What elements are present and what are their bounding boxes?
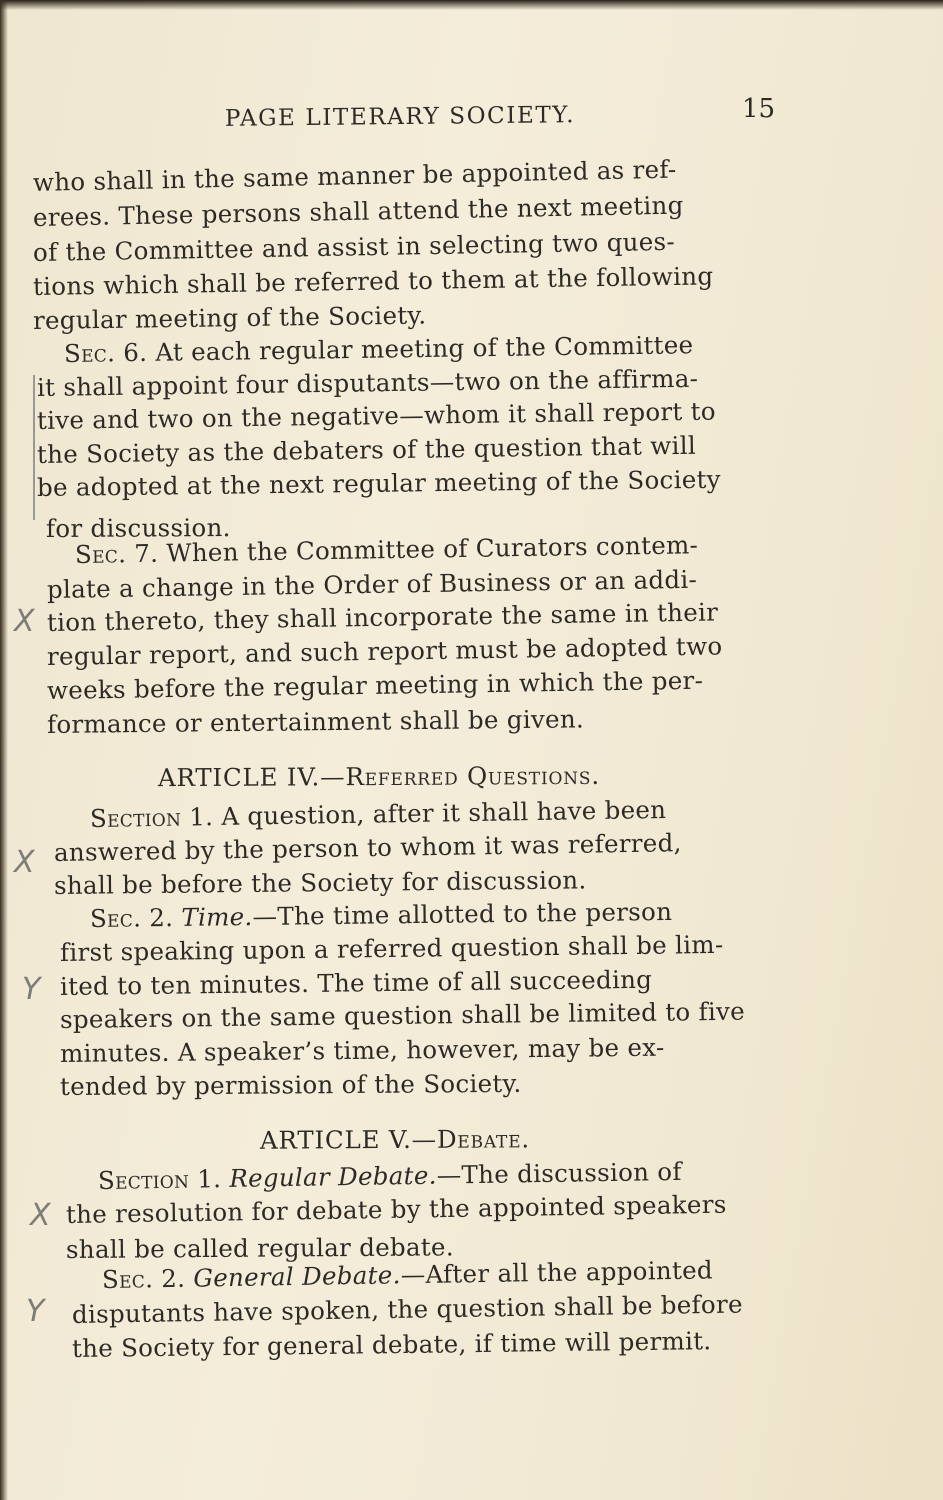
text-line: plate a change in the Order of Business or an addi-	[46, 564, 698, 604]
text-line: who shall in the same manner be appointed as ref-	[32, 154, 677, 197]
article-subtitle: Referred Questions.	[345, 760, 600, 792]
section-label: Sec. 7.	[74, 538, 159, 569]
text-line: tions which shall be referred to them at the following	[32, 261, 714, 301]
section-text: At each regular meeting of the Committee	[147, 330, 694, 367]
section-italic-title: General Debate.	[193, 1260, 401, 1293]
section-label: Sec. 6.	[63, 337, 148, 368]
pencil-y-mark: Y	[26, 1294, 45, 1329]
text-line: of the Committee and assist in selecting two ques-	[32, 226, 676, 267]
text-line: be adopted at the next regular meeting of the Society	[36, 464, 721, 502]
art5-sec1-first-line	[98, 1157, 682, 1195]
text-line: tion thereto, they shall incorporate the same in their	[46, 597, 719, 637]
text-line: regular report, and such report must be adopted two	[46, 631, 723, 671]
text-line: first speaking upon a referred question shall be lim-	[59, 929, 724, 967]
section-text: —The time allotted to the person	[252, 896, 673, 932]
article-subtitle: Debate.	[436, 1124, 531, 1154]
section-italic-title: Regular Debate.	[229, 1160, 437, 1193]
page-number: 15	[742, 94, 776, 124]
section-label: Section 1.	[89, 802, 214, 833]
page-edge-shadow-left	[0, 0, 8, 1500]
text-line: weeks before the regular meeting in which the per-	[46, 665, 704, 705]
text-line: erees. These persons shall attend the next meeting	[32, 190, 684, 232]
section-text: —After all the appointed	[400, 1255, 714, 1290]
pencil-x-mark: X	[14, 845, 35, 880]
text-line: for discussion.	[45, 513, 231, 543]
pencil-x-mark: X	[30, 1198, 51, 1233]
text-line: regular meeting of the Society.	[32, 300, 427, 335]
art4-sec1-first-line	[90, 795, 667, 833]
section-text: When the Committee of Curators contem-	[158, 530, 699, 568]
text-line: the resolution for debate by the appointed speakers	[65, 1189, 727, 1229]
text-line: disputants have spoken, the question shall be before	[71, 1289, 744, 1329]
text-line: minutes. A speaker’s time, however, may be ex-	[59, 1032, 665, 1068]
section-text: A question, after it shall have been	[212, 794, 667, 832]
text-line: ited to ten minutes. The time of all succeeding	[59, 964, 653, 1001]
text-line: the Society as the debaters of the question that will	[36, 430, 697, 469]
running-title: PAGE LITERARY SOCIETY.	[224, 102, 576, 132]
text-line: formance or entertainment shall be given.	[46, 704, 585, 739]
article-title: ARTICLE V.—	[259, 1124, 437, 1155]
text-line: shall be before the Society for discussion.	[53, 865, 587, 900]
text-line: it shall appoint four disputants—two on the affirma-	[36, 363, 699, 402]
section-label: Sec. 2.	[89, 902, 174, 933]
section-italic-title: Time.	[181, 902, 253, 932]
text-line: tive and two on the negative—whom it shall report to	[36, 396, 717, 435]
text-line: shall be called regular debate.	[65, 1232, 454, 1264]
art4-sec2-first-line	[90, 897, 673, 933]
pencil-y-mark: Y	[22, 972, 41, 1007]
pencil-bracket	[33, 375, 35, 520]
section-text: —The discussion of	[436, 1156, 682, 1190]
text-line: the Society for general debate, if time will permit.	[71, 1326, 712, 1363]
text-line: tended by permission of the Society.	[59, 1068, 522, 1101]
pencil-x-mark: X	[14, 604, 35, 639]
text-line: speakers on the same question shall be limited to five	[59, 996, 746, 1034]
sec6-first-line	[64, 330, 694, 368]
page-edge-shadow-top	[0, 0, 943, 10]
article-4-heading	[158, 761, 600, 792]
text-line: answered by the person to whom it was referred,	[53, 828, 682, 867]
article-5-heading	[260, 1124, 530, 1154]
section-label: Section 1.	[97, 1164, 222, 1195]
section-label: Sec. 2.	[101, 1263, 186, 1294]
article-title: ARTICLE IV.—	[157, 762, 346, 793]
